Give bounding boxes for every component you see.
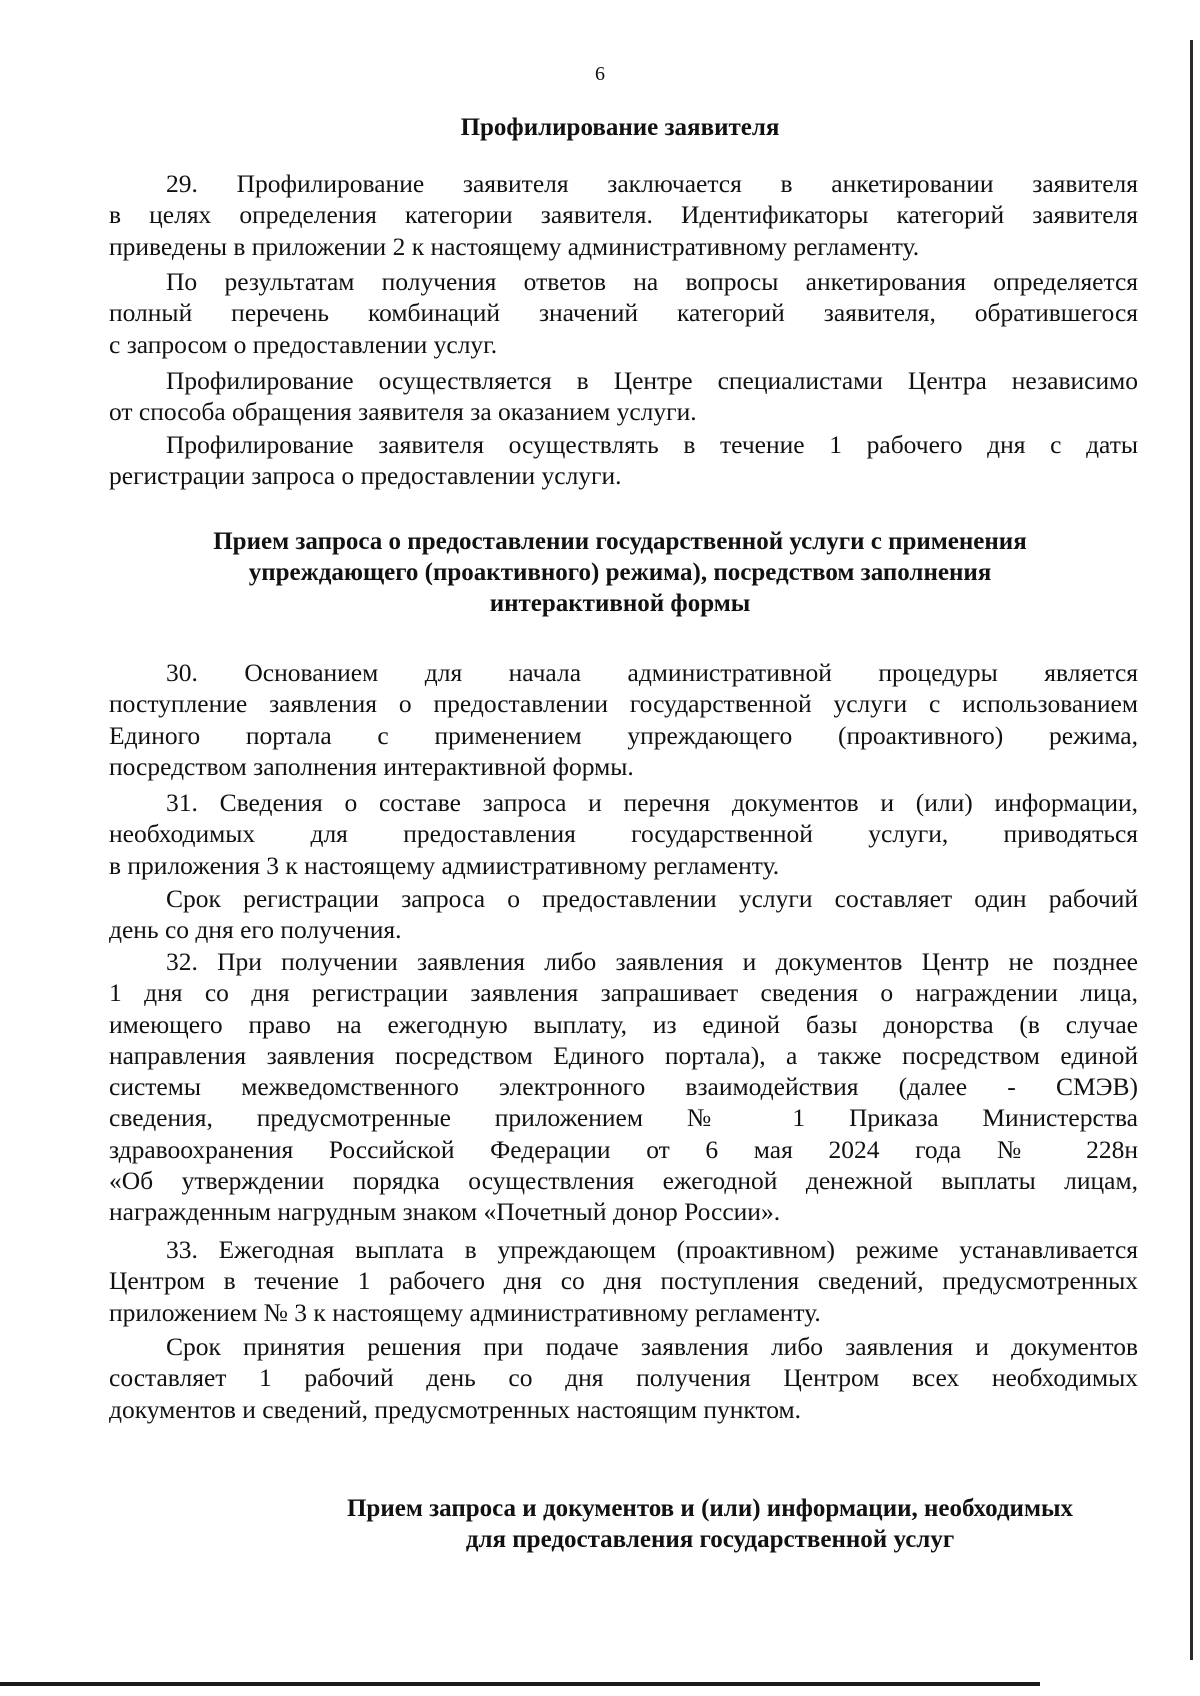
section-heading-profiling [0,112,1200,143]
text-line: полный перечень комбинаций значений категорий заявителя, обратившегося [109,298,1138,328]
paragraph-center [109,365,1138,428]
text-line: 29. Профилирование заявителя заключается в анкетировании заявителя [166,169,1138,198]
text-line: документов и сведений, предусмотренных настоящим пунктом. [109,1394,802,1424]
text-line: регистрации запроса о предоставлении услуги. [109,461,622,491]
text-line: «Об утверждении порядка осуществления ежегодной денежной выплаты лицам, [109,1166,1138,1196]
text-line: день со дня его получения. [109,915,402,945]
heading-line: для предоставления государственной услуг [465,1526,955,1553]
heading-line: Прием запроса и документов и (или) информации, необходимых [346,1495,1073,1522]
text-line: с запросом о предоставлении услуг. [109,329,498,359]
paragraph-29 [109,168,1138,262]
paragraph-32 [109,946,1138,1228]
paragraph-results [109,266,1138,360]
text-line: приведены в приложении 2 к настоящему административному регламенту. [109,231,920,261]
text-line: 32. При получении заявления либо заявления и документов Центр не позднее [166,947,1138,976]
paragraph-30 [109,657,1138,782]
text-line: приложением № 3 к настоящему административному регламенту. [109,1297,821,1327]
text-line: 33. Ежегодная выплата в упреждающем (проактивном) режиме устанавливается [166,1235,1138,1264]
text-line: 31. Сведения о составе запроса и перечня документов и (или) информации, [166,788,1138,817]
text-line: составляет 1 рабочий день со дня получения Центром всех необходимых [109,1363,1138,1393]
heading-line: Профилирование заявителя [460,114,780,141]
text-line: в целях определения категории заявителя. Идентификаторы категорий заявителя [109,200,1138,230]
text-line: Единого портала с применением упреждающего (проактивного) режима, [109,720,1138,750]
section-heading-proactive [0,526,1200,619]
text-line: Срок принятия решения при подаче заявления либо заявления и документов [166,1332,1138,1361]
paragraph-registration [109,883,1138,946]
heading-line: Прием запроса о предоставлении государственной услуги с применения [213,528,1027,555]
text-line: Срок регистрации запроса о предоставлении услуги составляет один рабочий [166,884,1138,913]
text-line: имеющего право на ежегодную выплату, из единой базы донорства (в случае [109,1009,1138,1039]
page-number: 6 [595,63,605,85]
text-line: направления заявления посредством Единого портала), а также посредством единой [109,1040,1138,1070]
paragraph-deadline [109,429,1138,492]
text-line: 30. Основанием для начала административной процедуры является [166,658,1138,687]
heading-line: интерактивной формы [489,590,751,617]
section-heading-documents [280,1493,1140,1555]
text-line: в приложения 3 к настоящему адмиистративному регламенту. [109,850,780,880]
scan-edge-line [1190,40,1193,1660]
text-line: сведения, предусмотренные приложением № 1 Приказа Министерства [109,1103,1138,1133]
text-line: По результатам получения ответов на вопросы анкетирования определяется [166,267,1138,296]
text-line: награжденным нагрудным знаком «Почетный донор России». [109,1197,781,1227]
paragraph-decision [109,1331,1138,1425]
paragraph-31 [109,787,1138,881]
text-line: системы межведомственного электронного взаимодействия (далее - СМЭВ) [109,1072,1138,1102]
heading-line: упреждающего (проактивного) режима), посредством заполнения [248,559,992,586]
text-line: 1 дня со дня регистрации заявления запрашивает сведения о награждении лица, [109,978,1138,1008]
text-line: Центром в течение 1 рабочего дня со дня поступления сведений, предусмотренных [109,1266,1138,1296]
text-line: посредством заполнения интерактивной формы. [109,751,634,781]
text-line: Профилирование осуществляется в Центре специалистами Центра независимо [166,366,1138,395]
paragraph-33 [109,1234,1138,1328]
scan-bottom-line [0,1682,1040,1686]
text-line: Профилирование заявителя осуществлять в течение 1 рабочего дня с даты [166,430,1138,459]
text-line: здравоохранения Российской Федерации от 6 мая 2024 года № 228н [109,1134,1138,1164]
text-line: поступление заявления о предоставлении государственной услуги с использованием [109,689,1138,719]
text-line: необходимых для предоставления государственной услуги, приводяться [109,819,1138,849]
text-line: от способа обращения заявителя за оказанием услуги. [109,397,697,427]
